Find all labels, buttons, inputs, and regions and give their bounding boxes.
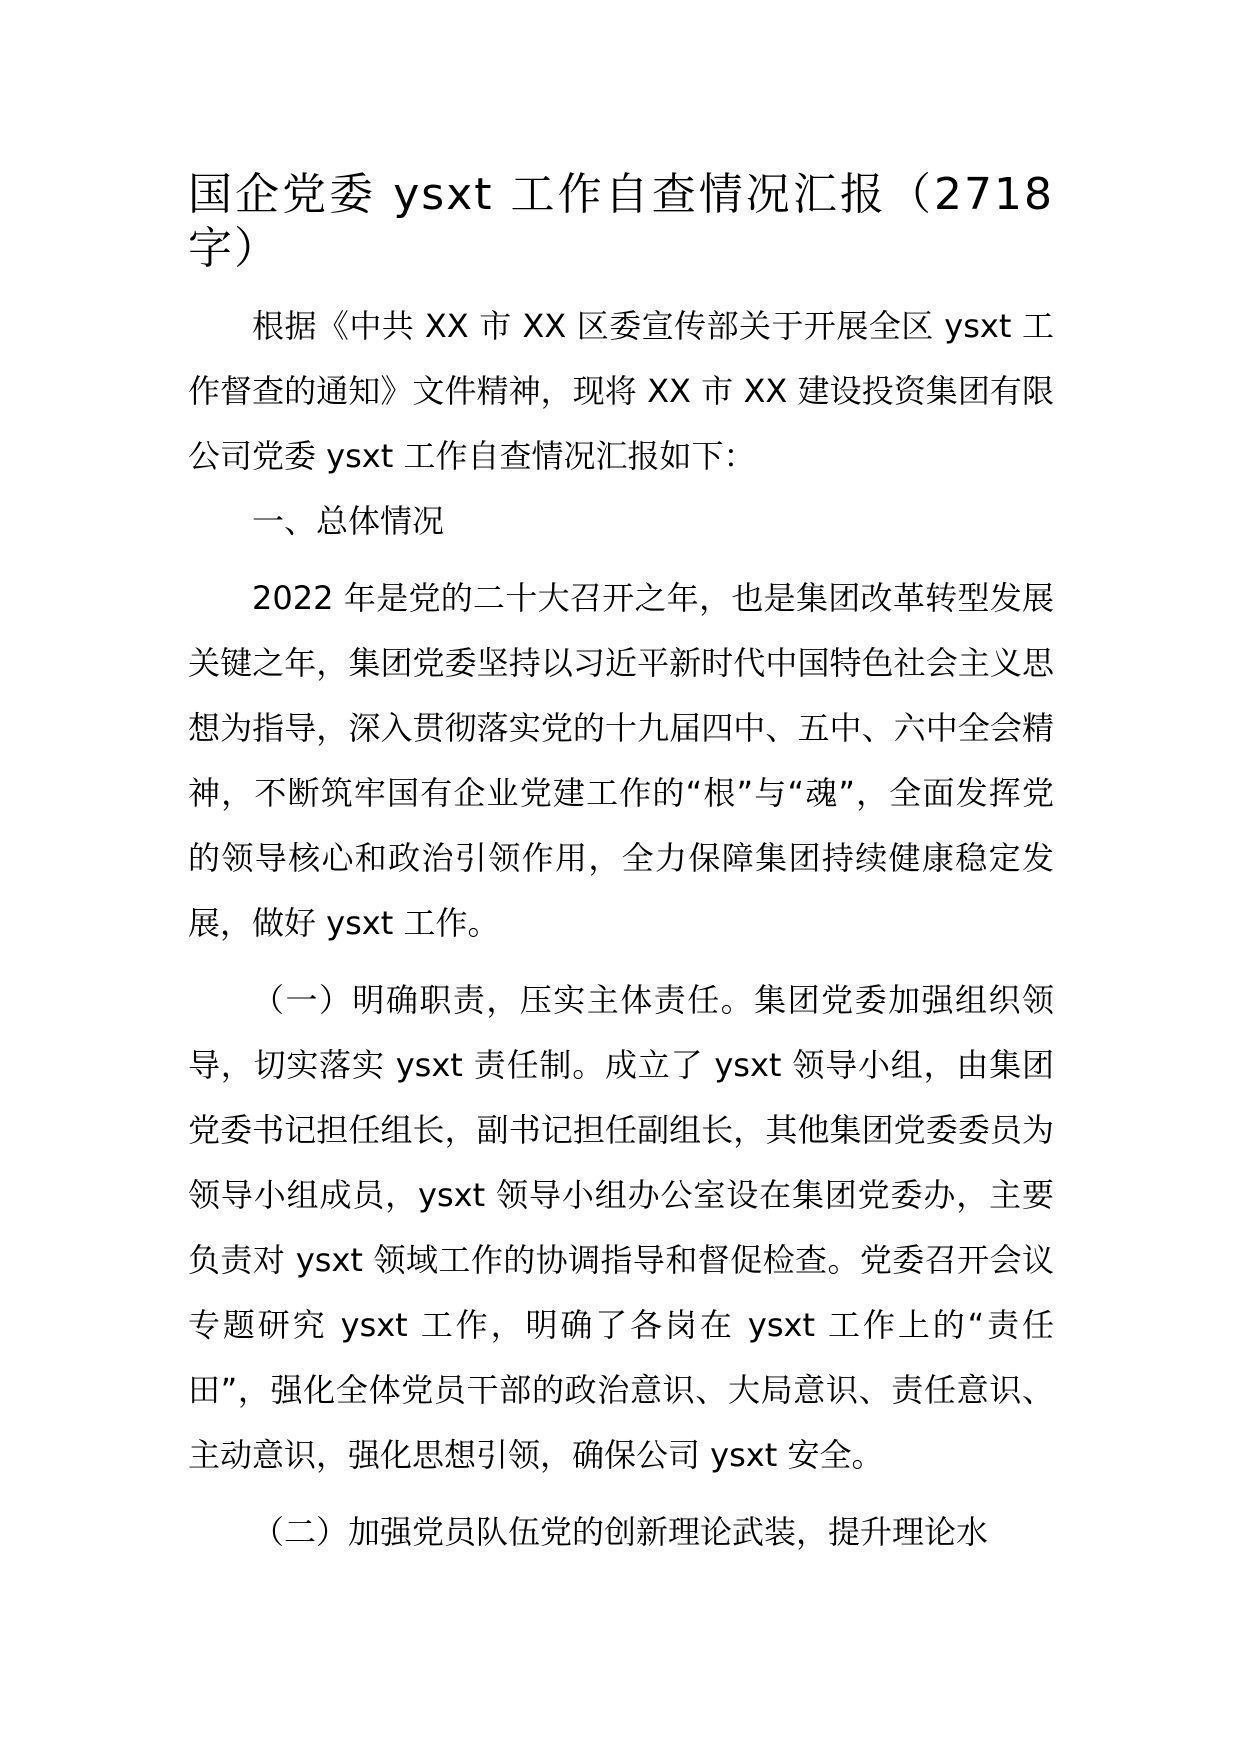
theory-paragraph: （二）加强党员队伍党的创新理论武装，提升理论水 bbox=[252, 1513, 989, 1551]
document-title: 国企党委 ysxt 工作自查情况汇报（2718 字） bbox=[188, 169, 1054, 274]
intro-paragraph: 根据《中共 XX 市 XX 区委宣传部关于开展全区 ysxt 工作督查的通知》文件精神，现将 XX 市 XX 建设投资集团有限公司党委 ysxt 工作自查情况汇报如下： bbox=[188, 307, 1054, 475]
section-heading-overview: 一、总体情况 bbox=[252, 502, 445, 540]
overview-paragraph: 2022 年是党的二十大召开之年，也是集团改革转型发展关键之年，集团党委坚持以习近平新时代中国特色社会主义思想为指导，深入贯彻落实党的十九届四中、五中、六中全会精神，不断筑牢国有企业党建工作的“根”与“魂”，全面发挥党的领导核心和政治引领作用，全力保障集团持续健康稳定发展，做好 ysxt 工作。 bbox=[188, 579, 1054, 942]
document-page bbox=[188, 168, 1054, 1565]
responsibility-paragraph: （一）明确职责，压实主体责任。集团党委加强组织领导，切实落实 ysxt 责任制。成立了 ysxt 领导小组，由集团党委书记担任组长，副书记担任副组长，其他集团党委委员为领导小组成员，ysxt 领导小组办公室设在集团党委办，主要负责对 ysxt 领域工作的协调指导和督促检查。党委召开会议专题研究 ysxt 工作，明确了各岗在 ysxt 工作上的“责任田”，强化全体党员干部的政治意识、大局意识、责任意识、主动意识，强化思想引领，确保公司 ysxt 安全。 bbox=[188, 981, 1054, 1474]
